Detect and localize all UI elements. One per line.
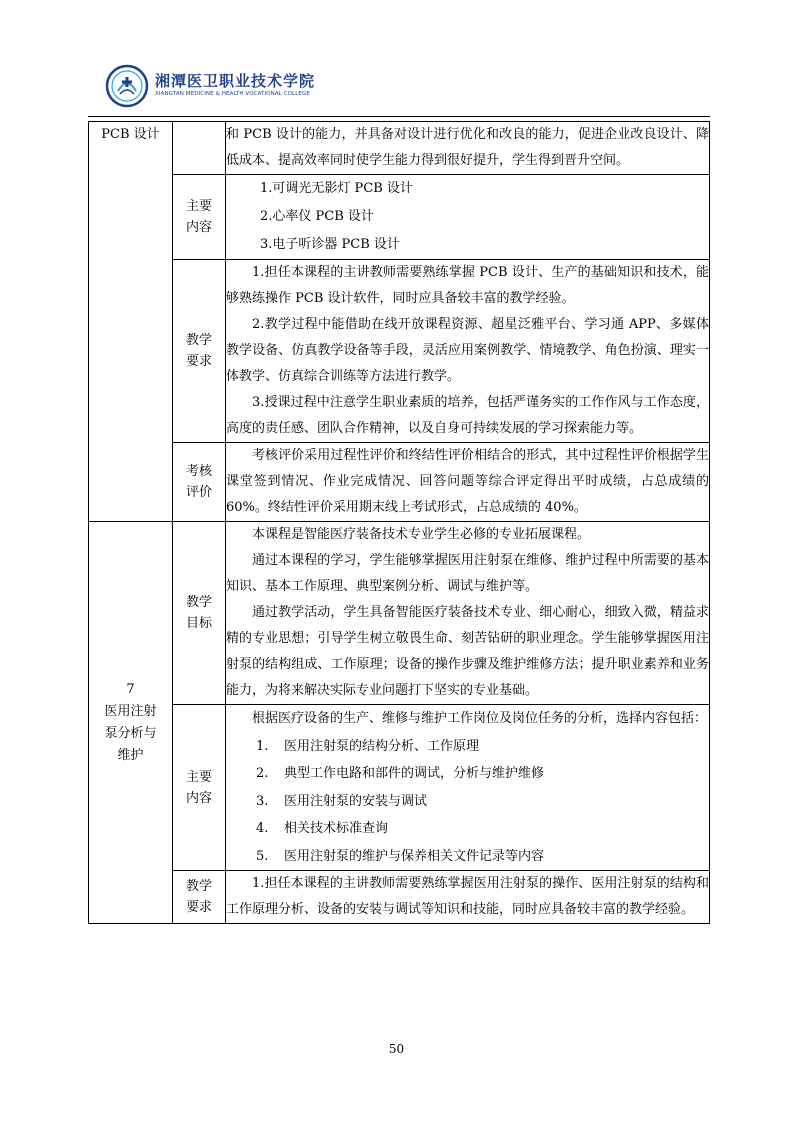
list-item: 3.电子听诊器 PCB 设计 xyxy=(260,237,400,252)
pcb-eval-row xyxy=(89,443,710,522)
list-text: 医用注射泵的维护与保养相关文件记录等内容 xyxy=(284,848,545,864)
pcb-goal-label-cell xyxy=(173,122,226,175)
pump-req-label-text: 教学要求 xyxy=(185,879,212,915)
header-rule xyxy=(88,116,710,117)
list-item: 2.心率仪 PCB 设计 xyxy=(260,209,374,224)
list-text: 相关技术标准查询 xyxy=(284,821,389,836)
list-text: 典型工作电路和部件的调试，分析与维护维修 xyxy=(284,766,545,781)
pump-content-label xyxy=(173,705,226,871)
pcb-content-cell xyxy=(226,175,710,260)
page-header xyxy=(105,64,316,108)
pump-req-label xyxy=(173,871,226,924)
course-name-pcb-text: PCB 设计 xyxy=(101,127,160,142)
list-item xyxy=(226,815,709,843)
paragraph: 1.担任本课程的主讲教师需要熟练掌握 PCB 设计、生产的基础知识和技术，能够熟练操作 PCB 设计软件，同时应具备较丰富的教学经验。 xyxy=(226,265,709,306)
pcb-goal-text: 和 PCB 设计的能力，并具备对设计进行优化和改良的能力，促进企业改良设计、降低成本、提高效率同时使学生能力得到很好提升，学生得到晋升空间。 xyxy=(226,127,709,168)
pcb-content-label-text: 主要内容 xyxy=(185,199,212,235)
list-text: 医用注射泵的安装与调试 xyxy=(284,793,428,809)
list-item xyxy=(226,843,709,871)
course-name-pump xyxy=(89,522,173,924)
pcb-eval-label xyxy=(173,443,226,522)
pcb-eval-label-text: 考核评价 xyxy=(185,464,212,500)
list-num: 4. xyxy=(256,821,269,836)
pump-goal-row xyxy=(89,522,710,705)
pcb-goal-row xyxy=(89,122,710,175)
pump-content-row xyxy=(89,705,710,871)
list-item xyxy=(226,760,709,788)
list-num: 5. xyxy=(256,848,269,864)
pump-req-row xyxy=(89,871,710,924)
list-item xyxy=(226,788,709,816)
course-table xyxy=(88,121,710,924)
pcb-req-label-text: 教学要求 xyxy=(185,333,212,369)
paragraph: 考核评价采用过程性评价和终结性评价相结合的形式，其中过程性评价根据学生课堂签到情况、作业完成情况、回答问题等综合评定得出平时成绩，占总成绩的 60%。终结性评价采用期末线上考试形式，占总成绩的 40%。 xyxy=(226,448,709,515)
pump-goal-label xyxy=(173,522,226,705)
paragraph: 2.教学过程中能借助在线开放课程资源、超星泛雅平台、学习通 APP、多媒体教学设备、仿真教学设备等手段，灵活应用案例教学、情境教学、角色扮演、理实一体教学、仿真综合训练等方法进行教学。 xyxy=(226,317,709,384)
list-num: 3. xyxy=(256,793,269,809)
pcb-eval-cell xyxy=(226,443,710,522)
pump-goal-label-text: 教学目标 xyxy=(185,595,212,631)
pcb-content-row xyxy=(89,175,710,260)
school-name-en: XIANGTAN MEDICINE & HEALTH VOCATIONAL COLLEGE xyxy=(155,91,310,97)
page-number: 50 xyxy=(388,1042,405,1056)
pcb-req-label xyxy=(173,260,226,443)
paragraph: 通过本课程的学习，学生能够掌握医用注射泵在维修、维护过程中所需要的基本知识、基本工作原理、典型案例分析、调试与维护等。 xyxy=(226,553,709,594)
list-num: 1. xyxy=(256,738,269,754)
pump-goal-cell xyxy=(226,522,710,705)
paragraph: 根据医疗设备的生产、维修与维护工作岗位及岗位任务的分析，选择内容包括： xyxy=(252,711,708,726)
list-item: 1.可调光无影灯 PCB 设计 xyxy=(260,181,413,196)
course-number: 7 xyxy=(126,681,135,697)
paragraph: 通过教学活动，学生具备智能医疗装备技术专业、细心耐心，细致入微，精益求精的专业思想；引导学生树立敬畏生命、刻苦钻研的职业理念。学生能够掌握医用注射泵的结构组成、工作原理；设备的操作步骤及维护维修方法；提升职业素养和业务能力，为将来解决实际专业问题打下坚实的专业基础。 xyxy=(226,605,709,698)
paragraph: 本课程是智能医疗装备技术专业学生必修的专业拓展课程。 xyxy=(252,527,591,542)
school-name: 湘潭医卫职业技术学院 xyxy=(155,72,316,90)
pcb-content-label xyxy=(173,175,226,260)
pcb-goal-cell xyxy=(226,122,710,175)
list-item xyxy=(226,733,709,761)
pcb-req-row xyxy=(89,260,710,443)
list-num: 2. xyxy=(256,766,269,781)
pump-req-cell xyxy=(226,871,710,924)
paragraph: 3.授课过程中注意学生职业素质的培养，包括严谨务实的工作作风与工作态度，高度的责任感、团队合作精神，以及自身可持续发展的学习探索能力等。 xyxy=(226,395,709,436)
school-logo-icon xyxy=(105,64,149,108)
pump-content-cell xyxy=(226,705,710,871)
course-name-pump-text: 医用注射泵分析与维护 xyxy=(104,703,157,763)
paragraph: 1.担任本课程的主讲教师需要熟练掌握医用注射泵的操作、医用注射泵的结构和工作原理分析、设备的安装与调试等知识和技能，同时应具备较丰富的教学经验。 xyxy=(226,876,709,917)
pump-content-label-text: 主要内容 xyxy=(185,769,212,806)
pcb-req-cell xyxy=(226,260,710,443)
list-text: 医用注射泵的结构分析、工作原理 xyxy=(284,738,480,754)
course-name-pcb xyxy=(89,122,173,522)
